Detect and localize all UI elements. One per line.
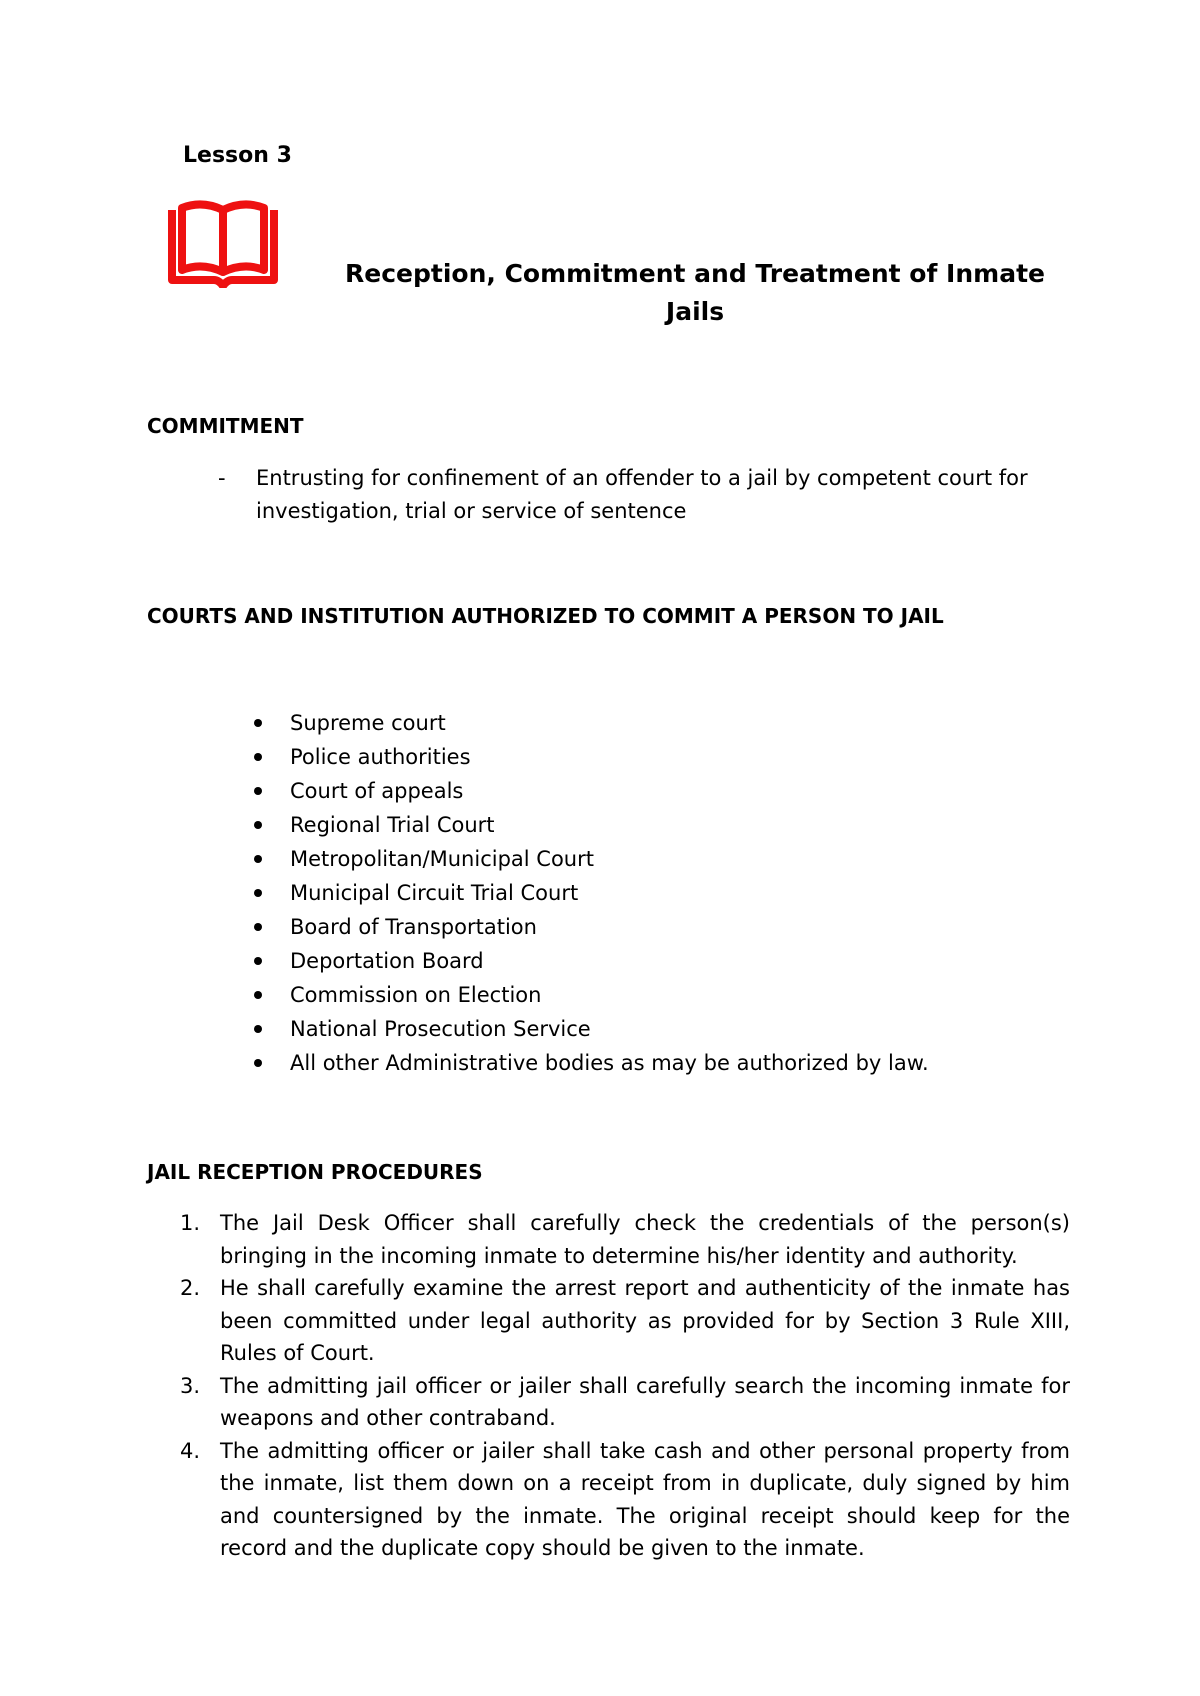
list-item (250, 808, 929, 842)
list-item-number: 4. (180, 1438, 201, 1463)
list-item (250, 978, 929, 1012)
dash-marker: - (218, 466, 226, 490)
list-item (250, 1012, 929, 1046)
reception-procedures-list (180, 1207, 1070, 1565)
list-item-number: 1. (180, 1211, 201, 1235)
list-item-text: Supreme court (290, 711, 446, 735)
title-line-1: Reception, Commitment and Treatment of Inmate (345, 259, 1045, 288)
bullet-icon (254, 787, 262, 795)
list-item (250, 774, 929, 808)
list-item-text: Board of Transportation (290, 915, 537, 939)
definition-text: Entrusting for confinement of an offender to a jail by competent court for investigation, trial or service of sentence (256, 466, 1028, 523)
list-item (250, 876, 929, 910)
bullet-icon (254, 991, 262, 999)
list-item-text: He shall carefully examine the arrest report and authenticity of the inmate has been committed under legal authority as provided for by Section 3 Rule XIII, Rules of Court. (220, 1276, 1070, 1365)
list-item-text: The admitting officer or jailer shall take cash and other personal property from the inmate, list them down on a receipt from in duplicate, duly signed by him and countersigned by the inmate. The original receipt should keep for the record and the duplicate copy should be given to the inmate. (220, 1438, 1070, 1560)
reception-heading: JAIL RECEPTION PROCEDURES (147, 1160, 483, 1184)
list-item (250, 740, 929, 774)
list-item-number: 2. (180, 1276, 201, 1300)
bullet-icon (254, 957, 262, 965)
list-item-text: Regional Trial Court (290, 813, 495, 837)
courts-list (250, 706, 929, 1080)
commitment-heading: COMMITMENT (147, 414, 304, 438)
bullet-icon (254, 821, 262, 829)
list-item (180, 1207, 1070, 1272)
list-item-text: All other Administrative bodies as may be authorized by law. (290, 1051, 929, 1075)
document-title (295, 255, 1095, 331)
courts-heading: COURTS AND INSTITUTION AUTHORIZED TO COMMIT A PERSON TO JAIL (147, 604, 944, 628)
bullet-icon (254, 923, 262, 931)
list-item (180, 1272, 1070, 1370)
list-item (250, 842, 929, 876)
commitment-definition (218, 462, 1098, 528)
list-item-text: Commission on Election (290, 983, 542, 1007)
list-item (250, 706, 929, 740)
list-item-text: The Jail Desk Officer shall carefully check the credentials of the person(s) bringing in the incoming inmate to determine his/her identity and authority. (220, 1211, 1070, 1268)
list-item (180, 1370, 1070, 1435)
list-item-text: National Prosecution Service (290, 1017, 591, 1041)
list-item-text: Metropolitan/Municipal Court (290, 847, 594, 871)
bullet-icon (254, 753, 262, 761)
bullet-icon (254, 889, 262, 897)
list-item-text: Police authorities (290, 745, 471, 769)
list-item (250, 910, 929, 944)
list-item-number: 3. (180, 1373, 201, 1398)
list-item-text: Court of appeals (290, 779, 464, 803)
list-item (250, 944, 929, 978)
list-item (180, 1435, 1070, 1565)
bullet-icon (254, 719, 262, 727)
lesson-label: Lesson 3 (183, 143, 292, 168)
list-item-text: Municipal Circuit Trial Court (290, 881, 579, 905)
open-book-icon (168, 200, 278, 288)
bullet-icon (254, 1059, 262, 1067)
list-item (250, 1046, 929, 1080)
bullet-icon (254, 855, 262, 863)
list-item-text: Deportation Board (290, 949, 484, 973)
list-item-text: The admitting jail officer or jailer shall carefully search the incoming inmate for weapons and other contraband. (220, 1373, 1070, 1430)
title-line-2: Jails (665, 297, 725, 326)
bullet-icon (254, 1025, 262, 1033)
